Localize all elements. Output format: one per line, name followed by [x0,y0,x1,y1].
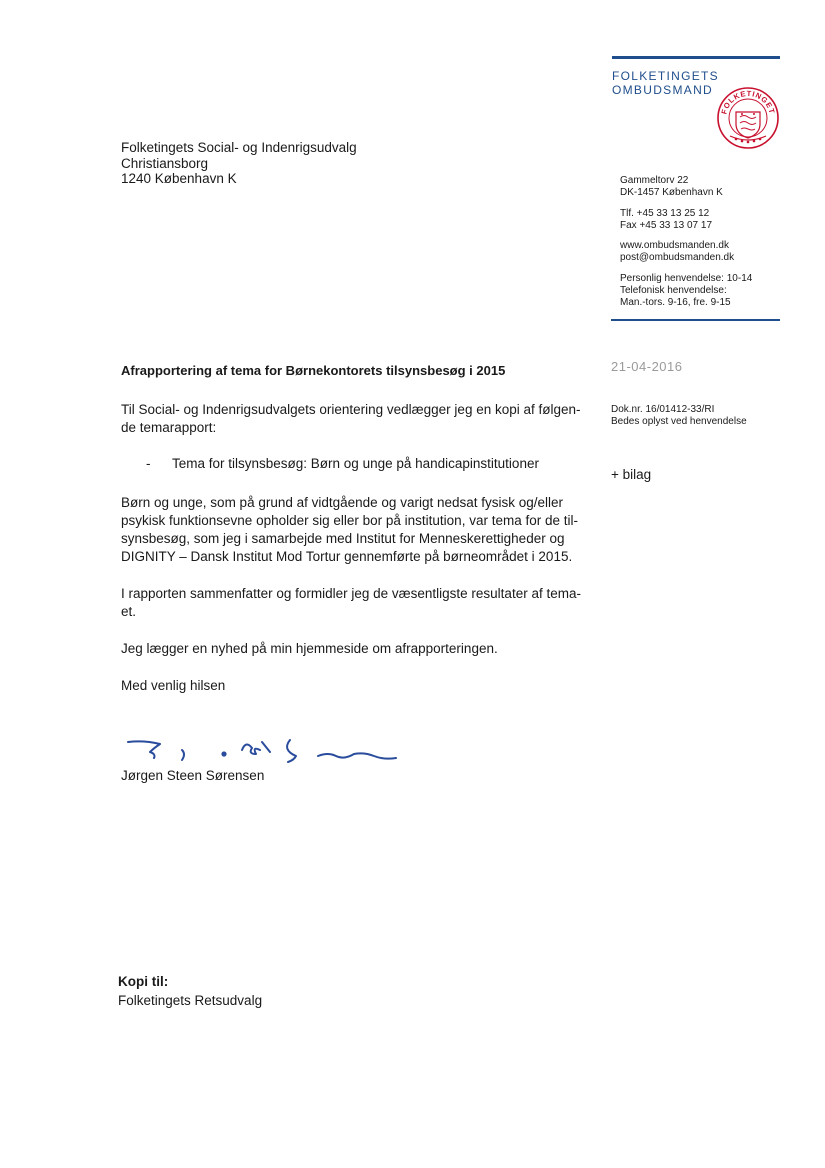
organization-name-line2: OMBUDSMAND [612,83,714,97]
body-paragraph-1: Til Social- og Indenrigsudvalgets orientering vedlægger jeg en kopi af følgen-de temarapport: [121,402,581,435]
contact-website-link[interactable]: www.ombudsmanden.dk [620,240,729,251]
contact-hours-phone-label: Telefonisk henvendelse: [620,285,727,296]
folketinget-seal-icon [716,86,780,150]
document-reference-note: Bedes oplyst ved henvendelse [611,416,747,427]
document-number: Dok.nr. 16/01412-33/RI [611,404,715,415]
bullet-text: Tema for tilsynsbesøg: Børn og unge på handicapinstitutioner [172,456,539,471]
closing-greeting: Med venlig hilsen [121,678,226,693]
contact-hours-block [620,273,752,309]
contact-hours-personal: Personlig henvendelse: 10-14 [620,273,753,284]
contact-email-link[interactable]: post@ombudsmanden.dk [620,252,735,263]
bullet-dash: - [146,456,151,471]
letter-subject: Afrapportering af tema for Børnekontorets tilsynsbesøg i 2015 [121,363,506,378]
contact-city: DK-1457 København K [620,187,723,198]
recipient-name: Folketingets Social- og Indenrigsudvalg [121,140,357,155]
recipient-address [121,140,357,187]
contact-online-block [620,240,734,264]
seal-text: FOLKETINGET [719,88,777,116]
body-paragraph-4: Jeg lægger en nyhed på min hjemmeside om afrapporteringen. [121,641,498,656]
letter-date: 21-04-2016 [611,359,683,374]
body-paragraph-3: I rapporten sammenfatter og formidler jeg de væsentligste resultater af tema-et. [121,586,581,619]
contact-phone: Tlf. +45 33 13 25 12 [620,208,710,219]
organization-name [612,69,719,97]
bullet-item [146,456,539,471]
svg-text:FOLKETINGET [719,89,776,115]
attachment-note: + bilag [611,467,652,482]
document-reference [611,404,747,428]
contact-fax: Fax +45 33 13 07 17 [620,220,713,231]
letterhead-rule-top [612,56,780,59]
signer-name: Jørgen Steen Sørensen [121,768,265,783]
body-paragraph-2: Børn og unge, som på grund af vidtgående og varigt nedsat fysisk og/eller psykisk funktionsevne opholder sig eller bor på institution, var tema for de til-synsbesøg, som jeg i samarbejde med Institut for Menneskerettigheder og DIGNITY – Dansk Institut Mod Tortur gennemførte på børneområdet i 2015. [121,495,578,564]
copy-to-label: Kopi til: [118,974,169,989]
recipient-city: 1240 København K [121,171,237,186]
letterhead-rule-bottom [611,319,780,321]
contact-address [620,175,723,199]
handwritten-signature [124,732,409,772]
contact-street: Gammeltorv 22 [620,175,689,186]
contact-phone-block [620,208,712,232]
organization-name-line1: FOLKETINGETS [612,69,719,83]
contact-hours-phone: Man.-tors. 9-16, fre. 9-15 [620,297,731,308]
recipient-street: Christiansborg [121,155,209,171]
copy-to-recipient: Folketingets Retsudvalg [118,993,263,1008]
